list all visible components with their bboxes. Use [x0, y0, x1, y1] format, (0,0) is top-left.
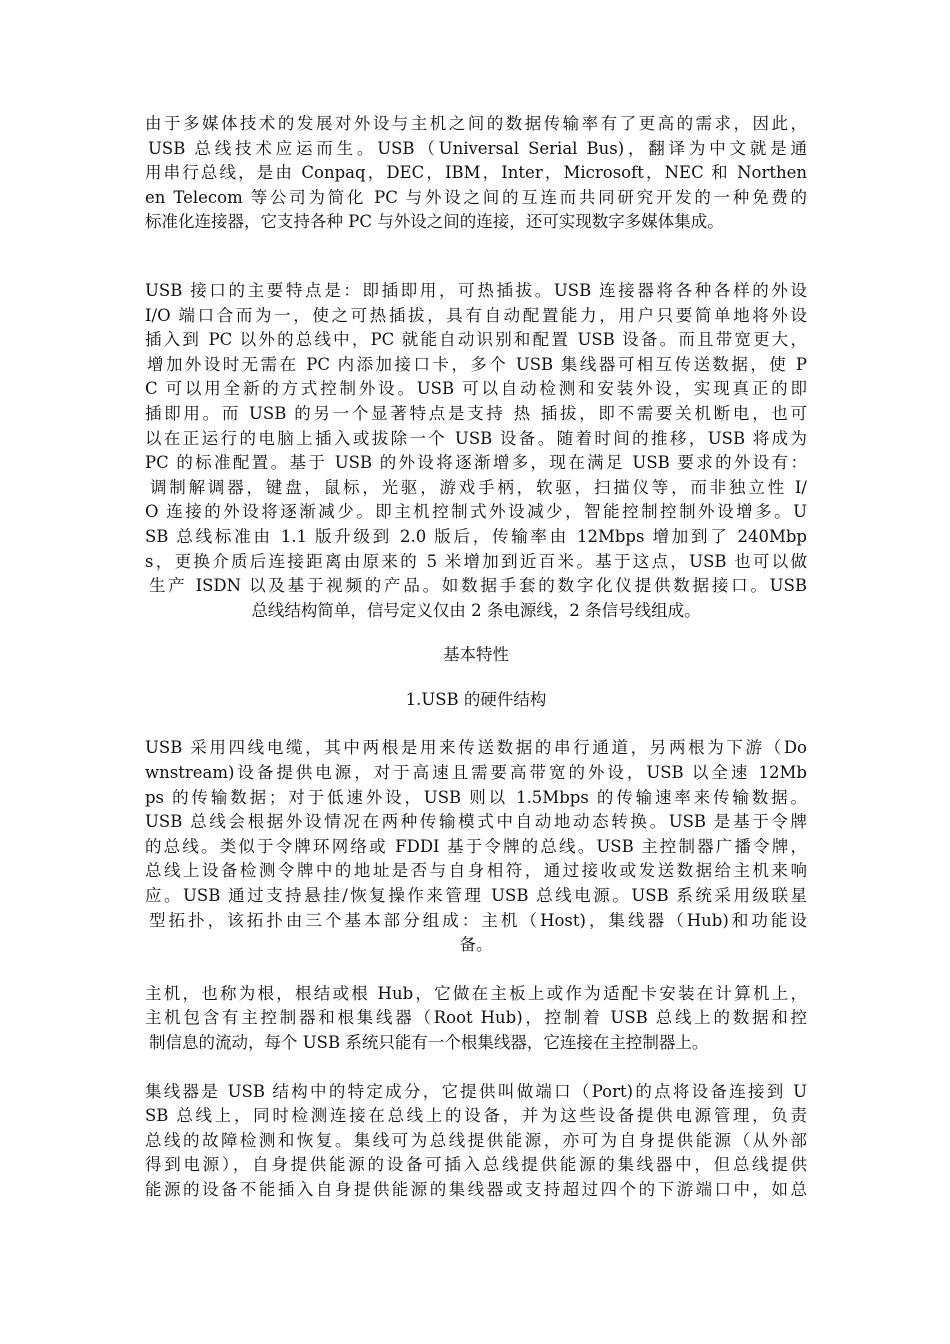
intro-paragraph [145, 112, 807, 235]
hardware-paragraph [145, 736, 807, 957]
subsection-heading: 1.USB 的硬件结构 [405, 689, 547, 709]
text-line: 应。USB 通过支持悬挂/恢复操作来管理 USB 总线电源。USB 系统采用级联星 [145, 886, 807, 906]
text-line: wnstream)设备提供电源，对于高速且需要高带宽的外设，USB 以全速 12Mb [145, 763, 807, 783]
text-line: 集线器是 USB 结构中的特定成分，它提供叫做端口（Port)的点将设备连接到 U [145, 1081, 807, 1101]
text-line: 总线上设备检测令牌中的地址是否与自身相符，通过接收或发送数据给主机来响 [145, 861, 807, 881]
text-line: SB 总线上，同时检测连接在总线上的设备，并为这些设备提供电源管理，负责 [145, 1106, 807, 1126]
text-line: 能源的设备不能插入自身提供能源的集线器或支持超过四个的下游端口中，如总 [145, 1179, 807, 1199]
text-line: 标准化连接器，它支持各种 PC 与外设之间的连接，还可实现数字多媒体集成。 [145, 212, 724, 232]
text-line: 备。 [459, 935, 493, 955]
text-line: I/O 端口合而为一，使之可热插拔，具有自动配置能力，用户只要简单地将外设 [145, 305, 807, 325]
host-paragraph [145, 982, 807, 1056]
text-line: 由于多媒体技术的发展对外设与主机之间的数据传输率有了更高的需求，因此， [145, 114, 807, 133]
text-line: 型拓扑，该拓扑由三个基本部分组成：主机（Host)，集线器（Hub)和功能设 [149, 910, 807, 930]
features-paragraph [145, 279, 807, 623]
text-line: C 可以用全新的方式控制外设。USB 可以自动检测和安装外设，实现真正的即 [145, 379, 807, 399]
text-line: ps 的传输数据；对于低速外设，USB 则以 1.5Mbps 的传输速率来传输数据。 [145, 787, 807, 807]
text-line: 增加外设时无需在 PC 内添加接口卡，多个 USB 集线器可相互传送数据，使 P [147, 354, 807, 374]
text-line: 的总线。类似于令牌环网络或 FDDI 基于令牌的总线。USB 主控制器广播令牌， [145, 836, 807, 856]
text-line: O 连接的外设将逐渐减少。即主机控制式外设减少，智能控制控制外设增多。U [145, 502, 807, 522]
text-line: en Telecom 等公司为简化 PC 与外设之间的互连而共同研究开发的一种免费的 [145, 187, 807, 207]
text-line: 调制解调器，键盘，鼠标，光驱，游戏手柄，软驱，扫描仪等，而非独立性 I/ [150, 477, 807, 497]
text-line: 主机包含有主控制器和根集线器（Root Hub)，控制着 USB 总线上的数据和控 [145, 1008, 807, 1028]
text-line: 主机，也称为根，根结或根 Hub，它做在主板上或作为适配卡安装在计算机上， [145, 983, 807, 1003]
text-line: 制信息的流动，每个 USB 系统只能有一个根集线器，它连接在主控制器上。 [149, 1033, 709, 1052]
text-line: 以在正运行的电脑上插入或拔除一个 USB 设备。随着时间的推移，USB 将成为 [145, 428, 807, 448]
text-line: 插入到 PC 以外的总线中，PC 就能自动识别和配置 USB 设备。而且带宽更大， [145, 330, 807, 350]
text-line: USB 总线技术应运而生。USB（Universal Serial Bus)，翻译为中文就是通 [148, 138, 807, 158]
text-line: 用串行总线，是由 Conpaq，DEC，IBM，Inter，Microsoft，NEC 和 Northen [145, 163, 807, 183]
text-line: SB 总线标准由 1.1 版升级到 2.0 版后，传输率由 12Mbps 增加到了 240Mbp [145, 526, 807, 546]
text-line: s，更换介质后连接距离由原来的 5 米增加到近百米。基于这点，USB 也可以做 [145, 551, 807, 571]
section-heading: 基本特性 [443, 645, 509, 665]
text-line: USB 总线会根据外设情况在两种传输模式中自动地动态转换。USB 是基于令牌 [145, 812, 807, 832]
text-line: 得到电源），自身提供能源的设备可插入总线提供能源的集线器中，但总线提供 [145, 1155, 807, 1175]
text-line: USB 采用四线电缆，其中两根是用来传送数据的串行通道，另两根为下游（Do [145, 738, 807, 758]
hub-paragraph [145, 1080, 807, 1203]
text-line: PC 的标准配置。基于 USB 的外设将逐渐增多，现在满足 USB 要求的外设有： [145, 453, 807, 473]
text-line: 总线的故障检测和恢复。集线可为总线提供能源，亦可为自身提供能源（从外部 [145, 1130, 807, 1150]
text-line: 总线结构简单，信号定义仅由 2 条电源线，2 条信号线组成。 [251, 600, 701, 620]
text-line: 生产 ISDN 以及基于视频的产品。如数据手套的数字化仪提供数据接口。USB [149, 576, 807, 596]
text-line: USB 接口的主要特点是：即插即用，可热插拔。USB 连接器将各种各样的外设 [145, 280, 807, 300]
text-line: 插即用。而 USB 的另一个显著特点是支持 热 插拔，即不需要关机断电，也可 [145, 403, 807, 423]
document-page [145, 112, 807, 1203]
